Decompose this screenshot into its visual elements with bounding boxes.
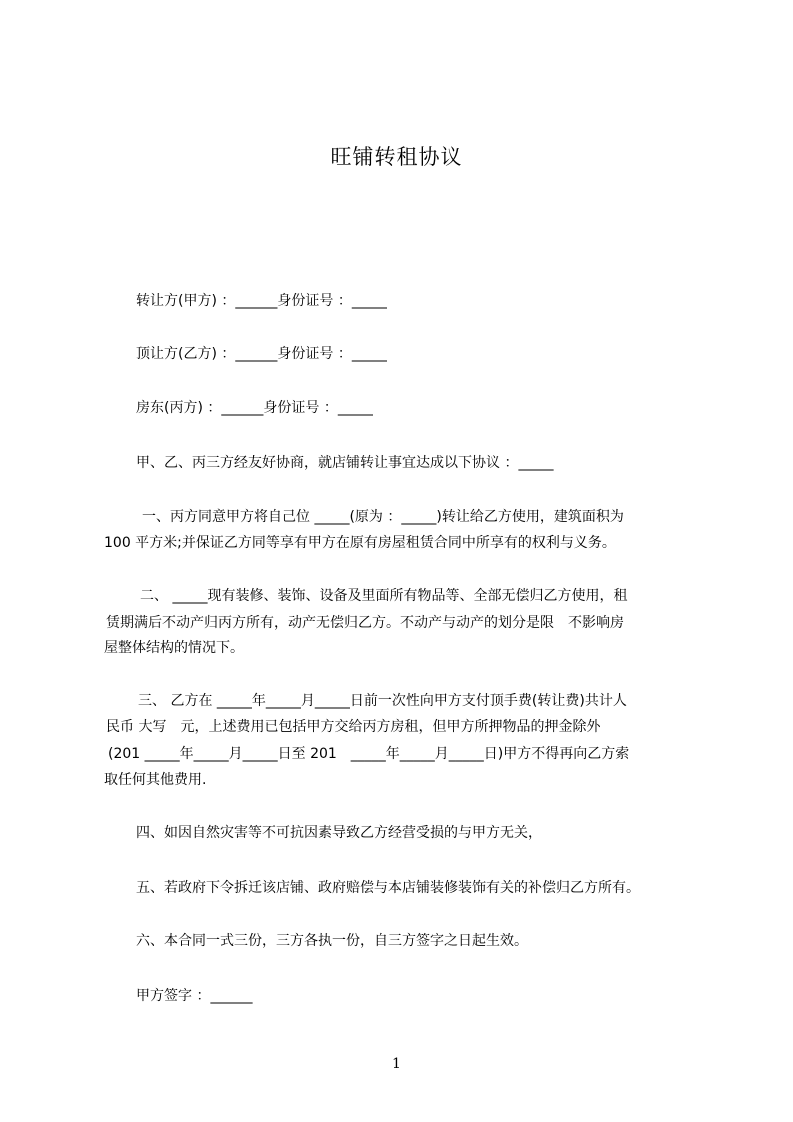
- clause3-line2: 民币 大写 元，上述费用已包括甲方交给丙方房租，但甲方所押物品的押金除外: [106, 719, 601, 735]
- clause4-line: 四、如因自然灾害等不可抗因素导致乙方经营受损的与甲方无关，: [136, 825, 542, 841]
- clause5-line: 五、若政府下令拆迁该店铺、政府赔偿与本店铺装修装饰有关的补偿归乙方所有。: [136, 880, 640, 896]
- clause1-line2: 100 平方米;并保证乙方同等享有甲方在原有房屋租赁合同中所享有的权利与义务。: [104, 535, 616, 551]
- party-transferee-line: 顶让方(乙方) ：______身份证号 ：_____: [136, 346, 387, 362]
- clause3-line3: (201 _____年_____月_____日至 201 _____年_____月_____日)甲方不得再向乙方索: [108, 746, 630, 762]
- page-number: 1: [392, 1056, 401, 1072]
- clause2-line1: 二、 _____现有装修、装饰、设备及里面所有物品等、全部无偿归乙方使用，租: [140, 588, 628, 604]
- party-landlord-line: 房东(丙方) ：______身份证号 ：_____: [136, 400, 373, 416]
- clause3-line4: 取任何其他费用.: [104, 772, 207, 788]
- party-transferor-line: 转让方(甲方) ：______身份证号 ：_____: [136, 293, 387, 309]
- clause1-line1: 一、丙方同意甲方将自己位 _____(原为 ：_____)转让给乙方使用，建筑面积为: [142, 509, 624, 525]
- clause2-line3: 屋整体结构的情况下。: [104, 640, 244, 656]
- clause2-line2: 赁期满后不动产归丙方所有，动产无偿归乙方。不动产与动产的划分是限 不影响房: [106, 615, 624, 631]
- preamble-line: 甲、乙、丙三方经友好协商，就店铺转让事宜达成以下协议 ：_____: [136, 455, 554, 471]
- signature-line: 甲方签字 ：______: [136, 988, 253, 1004]
- page-title: 旺铺转租协议: [330, 145, 463, 169]
- clause3-line1: 三、 乙方在 _____年_____月_____日前一次性向甲方支付顶手费(转让费)共计人: [138, 693, 627, 709]
- clause6-line: 六、本合同一式三份，三方各执一份，自三方签字之日起生效。: [136, 933, 528, 949]
